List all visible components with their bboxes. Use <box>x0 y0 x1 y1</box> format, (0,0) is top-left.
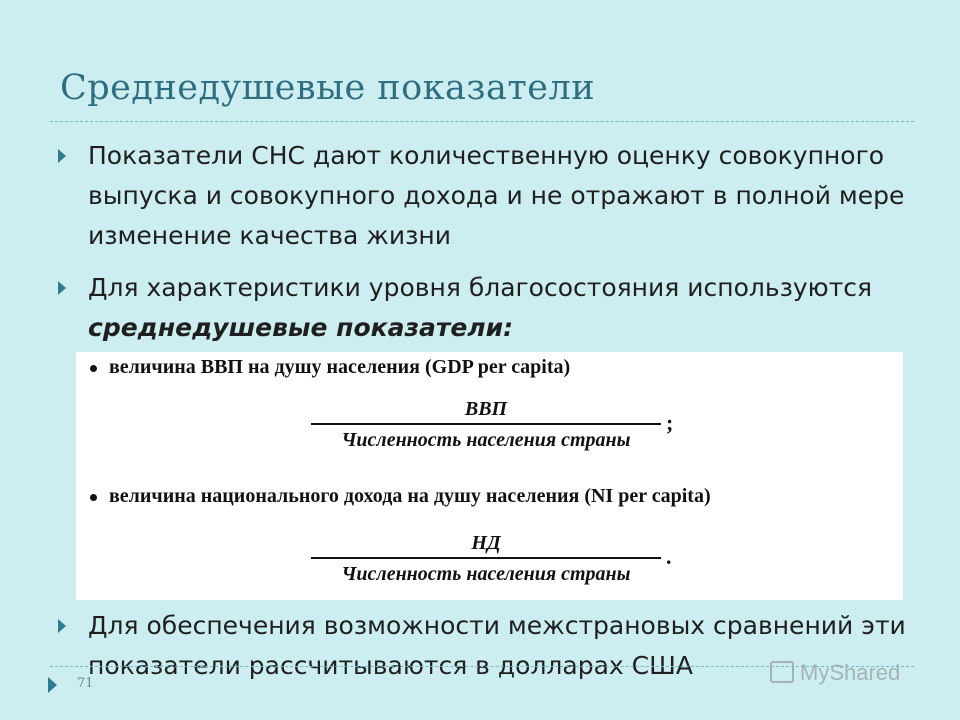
formula-item-1-text: величина ВВП на душу населения (GDP per capita) <box>109 356 571 378</box>
formula-item-1 <box>90 356 570 379</box>
fraction-bar <box>311 423 661 425</box>
bullet-1-text: Показатели СНС дают количественную оценку совокупного выпуска и совокупного дохода и не отражают в полной мере изменение качества жизни <box>88 141 905 250</box>
bullet-arrow-icon <box>58 149 66 163</box>
formula-item-2-text: величина национального дохода на душу населения (NI per capita) <box>109 485 711 507</box>
slide-title: Среднедушевые показатели <box>60 68 596 108</box>
title-divider <box>50 121 914 122</box>
watermark-logo-icon <box>770 661 794 683</box>
watermark-text: MyShared <box>800 660 901 685</box>
bullet-3-text: Для обеспечения возможности межстрановых сравнений эти показатели рассчитываются в долларах США <box>88 611 906 680</box>
formula-1 <box>311 396 661 452</box>
bullet-1 <box>58 136 908 256</box>
bullet-dot-icon <box>90 365 97 372</box>
bullet-arrow-icon <box>58 281 66 295</box>
formula-2-separator: . <box>666 544 672 569</box>
formula-item-2 <box>90 485 711 508</box>
bullet-dot-icon <box>90 494 97 501</box>
formula-1-denominator: Численность населения страны <box>341 429 631 451</box>
bullet-2-text: Для характеристики уровня благосостояния используются <box>88 273 873 302</box>
bullet-arrow-icon <box>58 619 66 633</box>
formula-2-denominator: Численность населения страны <box>341 563 631 585</box>
formula-2 <box>311 530 661 586</box>
page-number: 71 <box>77 676 94 691</box>
formula-1-separator: ; <box>666 410 674 435</box>
formula-image <box>76 352 903 600</box>
watermark <box>770 660 900 686</box>
footer-arrow-icon <box>48 677 57 693</box>
formula-1-numerator: ВВП <box>464 398 508 420</box>
bullet-2 <box>58 268 908 348</box>
formula-2-numerator: НД <box>471 532 501 554</box>
fraction-bar <box>311 557 661 559</box>
bullet-2-emphasis: среднедушевые показатели: <box>88 313 514 342</box>
